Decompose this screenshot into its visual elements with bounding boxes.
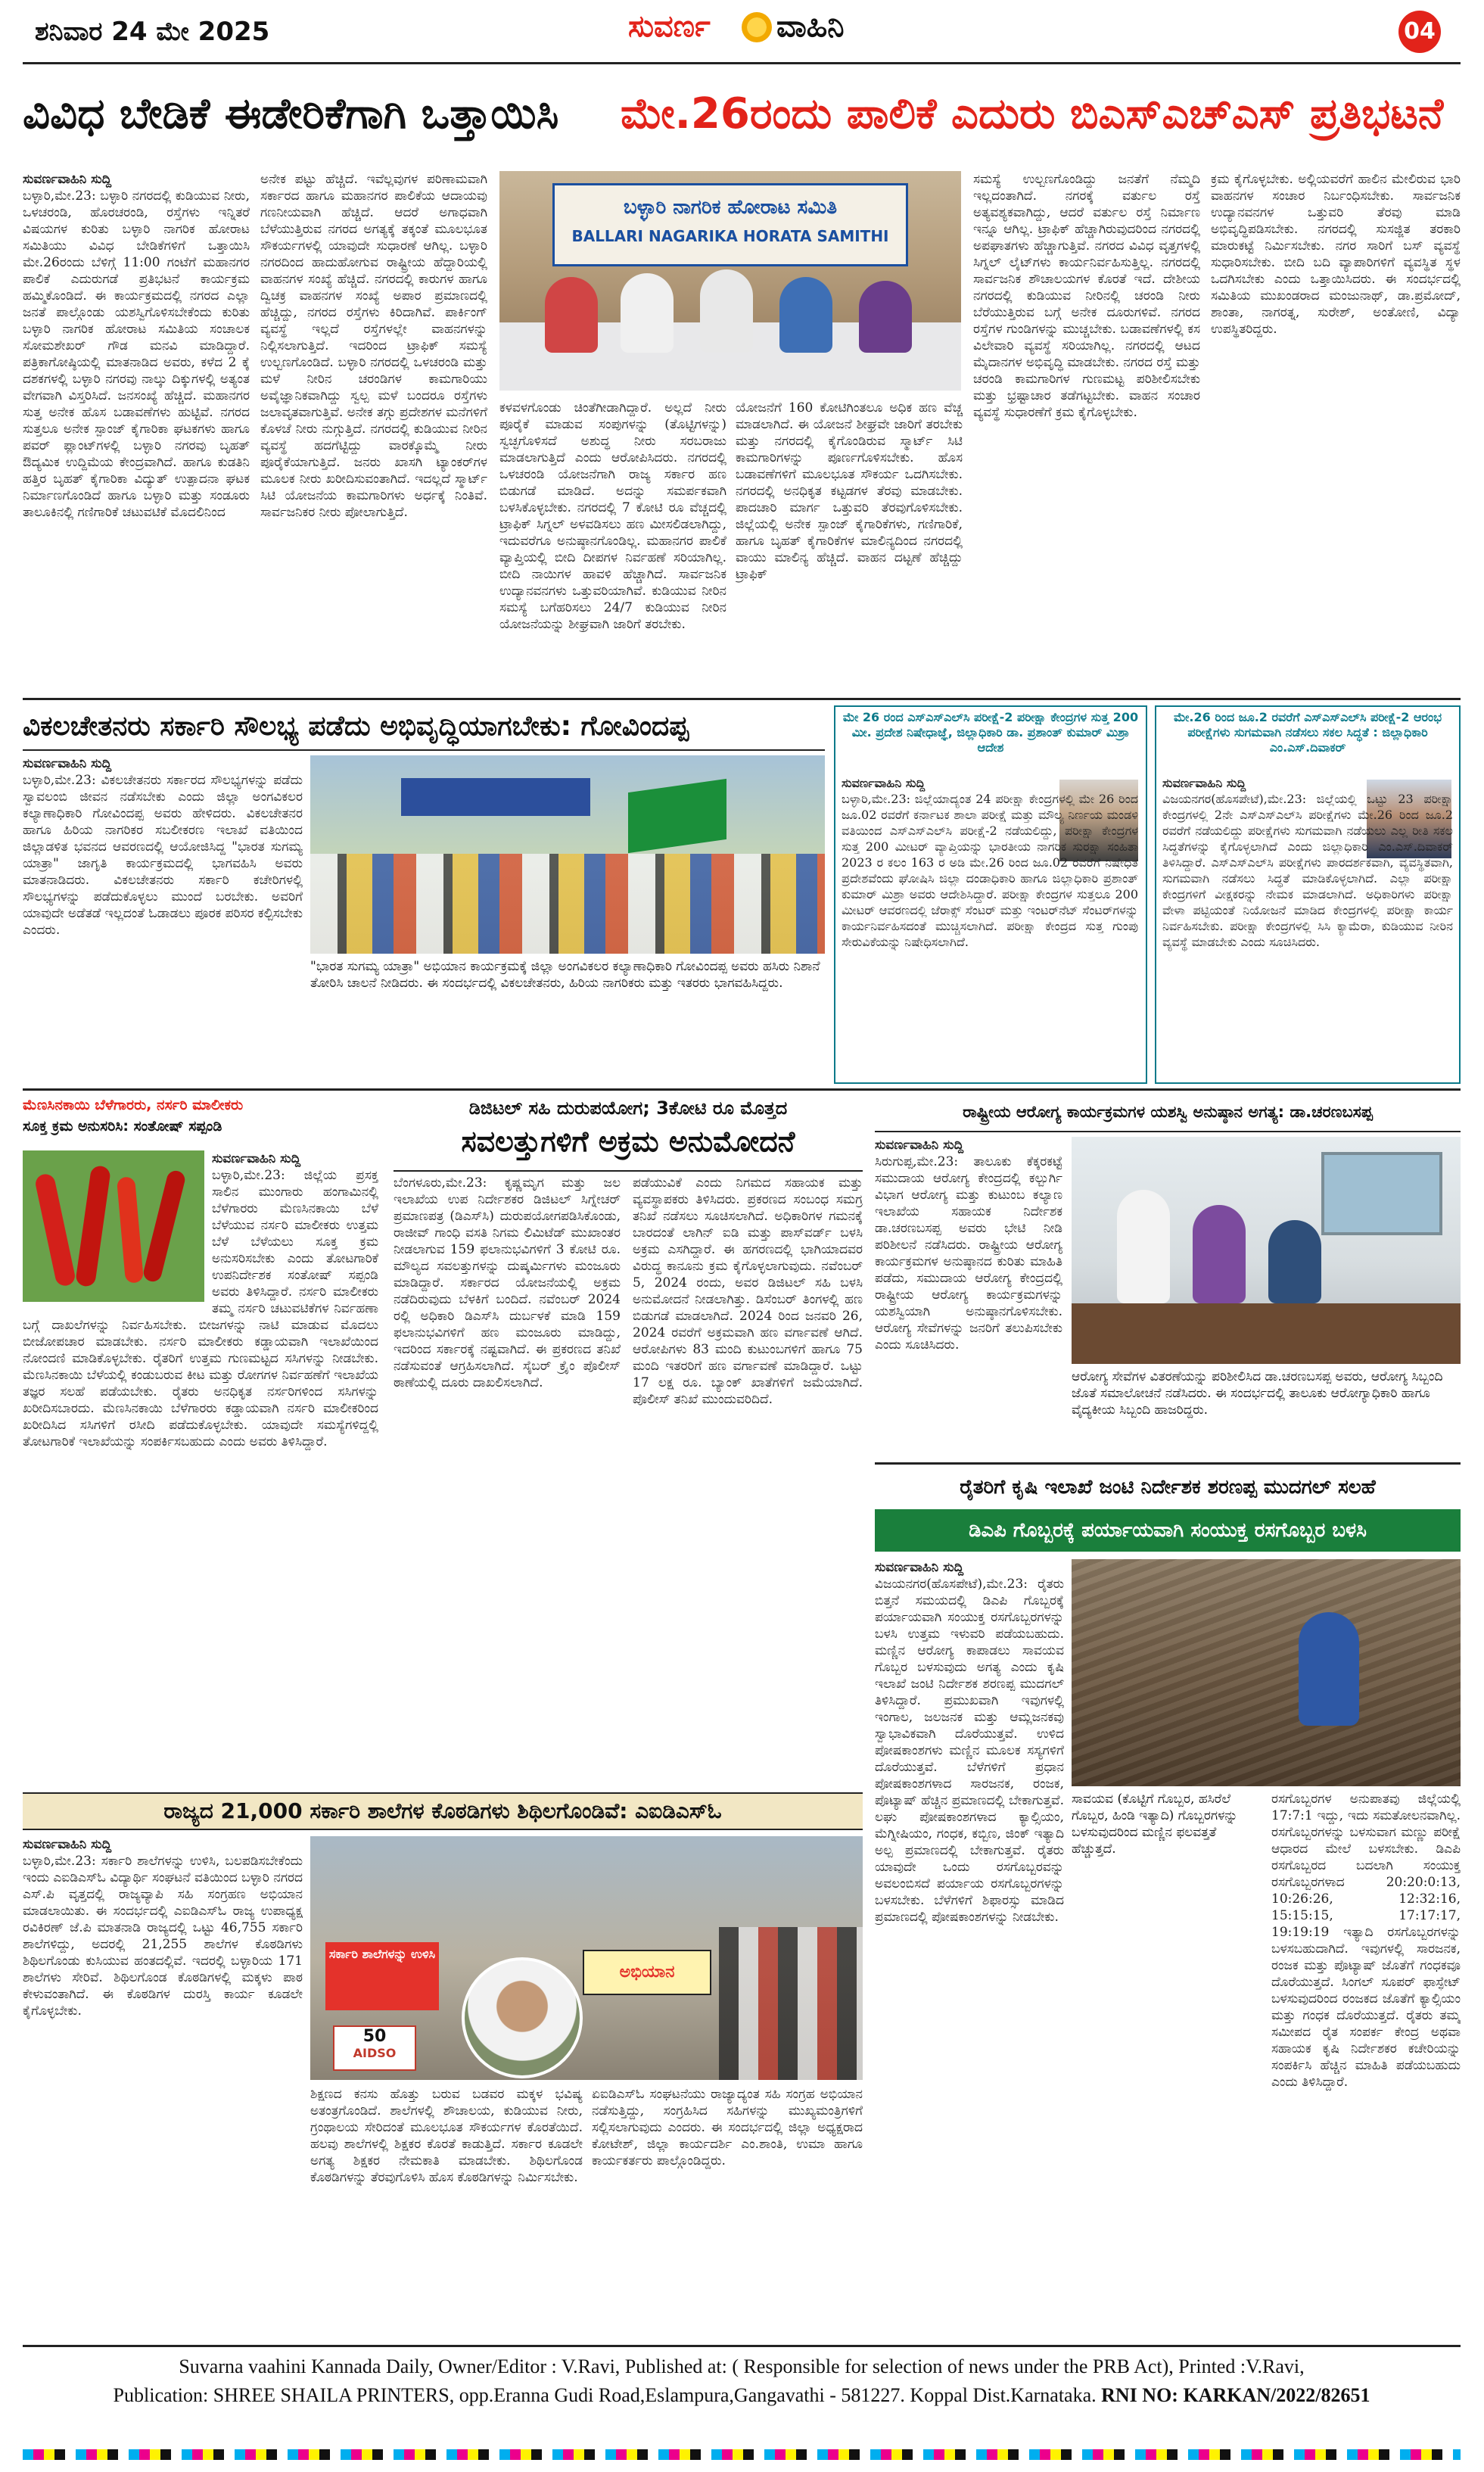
lead-text-1: ಬಳ್ಳಾರಿ,ಮೇ.23: ಬಳ್ಳಾರಿ ನಗರದಲ್ಲಿ ಕುಡಿಯುವ ನೀರು, ಒಳಚರಂಡಿ, ಹೊರಚರಂಡಿ, ರಸ್ತೆಗಳು ಇನ್ನಿತರೆ ವಿಷಯಗಳ ಕುರಿತು ಬಳ್ಳಾರಿ ನಾಗರಿಕ ಹೋರಾಟ ಸಮಿತಿಯು ವಿವಿಧ ಬೇಡಿಕೆಗಳಿಗೆ ಒತ್ತಾಯಿಸಿ ಮೇ.26ರಂದು ಬೆಳಿಗ್ಗೆ 11:00 ಗಂಟೆಗೆ ಮಹಾನಗರ ಪಾಲಿಕೆ ಎದುರುಗಡೆ ಪ್ರತಿಭಟನೆ ಕಾರ್ಯಕ್ರಮ ಹಮ್ಮಿಕೊಂಡಿದೆ. ಈ ಕಾರ್ಯಕ್ರಮದಲ್ಲಿ ನಗರದ ಎಲ್ಲಾ ಜನತೆ ಪಾಲ್ಗೊಂಡು ಯಶಸ್ವಿಗೊಳಿಸಬೇಕೆಂದು ಕುರಿತು ಬಳ್ಳಾರಿ ನಾಗರಿಕ ಹೋರಾಟ ಸಮಿತಿಯ ಸಂಚಾಲಕ ಸೋಮಶೇಖರ್ ಗೌಡ ಮನವಿ ಮಾಡಿದ್ದಾರೆ. ಪತ್ರಿಕಾಗೋಷ್ಠಿಯಲ್ಲಿ ಮಾತನಾಡಿದ ಅವರು, ಕಳೆದ 2 ಕ್ಕೆ ದಶಕಗಳಲ್ಲಿ ಬಳ್ಳಾರಿ ನಗರವು ನಾಲ್ಕು ದಿಕ್ಕುಗಳಲ್ಲಿ ಅತ್ಯಂತ ವೇಗವಾಗಿ ವಿಸ್ತರಿಸಿದೆ. ಜನಸಂಖ್ಯೆ ಹೆಚ್ಚಿದೆ. ಮಹಾನಗರ ಸುತ್ತ ಅನೇಕ ಹೊಸ ಬಡಾವಣೆಗಳು ಹುಟ್ಟಿವೆ. ನಗರದ ಸುತ್ತಲೂ ಅನೇಕ ಸ್ಪಾಂಜ್ ಕೈಗಾರಿಕಾ ಘಟಕಗಳು ಹಾಗೂ ಪವರ್ ಪ್ಲಾಂಟ್‌ಗಳಲ್ಲಿ ಬಳ್ಳಾರಿ ನಗರವು ಬೃಹತ್ ಔದ್ಯಮಿಕ ಉದ್ದಿಮೆಯ ಕೇಂದ್ರವಾಗಿದೆ. ಹಾಗೂ ಕುಡತಿನಿ ಹತ್ತಿರ ಬೃಹತ್ ಕೈಗಾರಿಕಾ ವಿದ್ಯುತ್ ಉತ್ಪಾದನಾ ಘಟಕ ನಿರ್ಮಾಣಗೊಂಡಿದೆ ಹಾಗೂ ಬಳ್ಳಾರಿ ಮತ್ತು ಸಂಡೂರು ತಾಲೂಕಿನಲ್ಲಿ ಗಣಿಗಾರಿಕೆ ಚಟುವಟಿಕೆ ಮೊದಲಿನಿಂದ bbox=[23, 188, 250, 520]
health-credit: ಸುವರ್ಣವಾಹಿನಿ ಸುದ್ದಿ bbox=[875, 1138, 964, 1153]
schools-sign-3-text: AIDSO bbox=[353, 2046, 397, 2060]
disabled-text: ಬಳ್ಳಾರಿ,ಮೇ.23: ವಿಕಲಚೇತನರು ಸರ್ಕಾರದ ಸೌಲಭ್ಯಗಳನ್ನು ಪಡೆದು ಸ್ವಾವಲಂಬಿ ಜೀವನ ನಡೆಸಬೇಕು ಎಂದು ಜಿಲ್ಲಾ ಅಂಗವಿಕಲರ ಕಲ್ಯಾಣಾಧಿಕಾರಿ ಗೋವಿಂದಪ್ಪ ಅವರು ಹೇಳಿದರು. ವಿಕಲಚೇತನರ ಹಾಗೂ ಹಿರಿಯ ನಾಗರಿಕರ ಸಬಲೀಕರಣ ಇಲಾಖೆ ವತಿಯಿಂದ ಜಿಲ್ಲಾಡಳಿತ ಭವನದ ಆವರಣದಲ್ಲಿ ಆಯೋಜಿಸಿದ್ದ "ಭಾರತ ಸುಗಮ್ಯ ಯಾತ್ರಾ" ಜಾಗೃತಿ ಕಾರ್ಯಕ್ರಮದಲ್ಲಿ ಭಾಗವಹಿಸಿ ಅವರು ಮಾತನಾಡಿದರು. ವಿಕಲಚೇತನರು ಸರ್ಕಾರಿ ಕಚೇರಿಗಳಲ್ಲಿ ಸೌಲಭ್ಯಗಳನ್ನು ಪಡೆದುಕೊಳ್ಳಲು ಮುಂದೆ ಬರಬೇಕು. ಅವರಿಗೆ ಯಾವುದೇ ಅಡೆತಡೆ ಇಲ್ಲದಂತೆ ಓಡಾಡಲು ಪೂರಕ ಪರಿಸರ ಕಲ್ಪಿಸಬೇಕು ಎಂದರು. bbox=[23, 773, 303, 938]
schools-sign-1 bbox=[325, 1942, 439, 2010]
fertilizer-photo bbox=[1072, 1559, 1461, 1786]
health-person-2 bbox=[1193, 1205, 1246, 1303]
lead-text-6: ಕ್ರಮ ಕೈಗೊಳ್ಳಬೇಕು. ಅಲ್ಲಿಯವರೆಗೆ ಹಾಲಿನ ಮೇಲಿರುವ ಭಾರಿ ವಾಹನಗಳ ಸಂಚಾರ ನಿರ್ಬಂಧಿಸಬೇಕು. ಸಾರ್ವಜನಿಕ ಉದ್ಯಾನವನಗಳ ಒತ್ತುವರಿ ತೆರವು ಮಾಡಿ ಅಭಿವೃದ್ಧಿಪಡಿಸಬೇಕು. ನಗರದಲ್ಲಿ ಸುಸಜ್ಜಿತ ತರಕಾರಿ ಮಾರುಕಟ್ಟೆ ನಿರ್ಮಿಸಬೇಕು. ನಗರ ಸಾರಿಗೆ ಬಸ್ ವ್ಯವಸ್ಥೆ ಸುಧಾರಿಸಬೇಕು. ಬೀದಿ ಬದಿ ವ್ಯಾಪಾರಿಗಳಿಗೆ ವ್ಯವಸ್ಥಿತ ಸ್ಥಳ ಒದಗಿಸಬೇಕು ಎಂದು ಒತ್ತಾಯಿಸಿದರು. ಈ ಸಂದರ್ಭದಲ್ಲಿ ಸಮಿತಿಯ ಮುಖಂಡರಾದ ಮಂಜುನಾಥ್, ಡಾ.ಪ್ರಮೋದ್, ಶಾಂತಾ, ನಾಗರತ್ನ, ಸುರೇಶ್, ಅಂತೋಣಿ, ವಿದ್ಯಾ ಉಪಸ್ಥಿತರಿದ್ದರು. bbox=[1211, 172, 1461, 337]
footer-rni: RNI NO: KARKAN/2022/82651 bbox=[1101, 2384, 1370, 2406]
disabled-credit: ಸುವರ್ಣವಾಹಿನಿ ಸುದ್ದಿ bbox=[23, 756, 112, 771]
disabled-caption: "ಭಾರತ ಸುಗಮ್ಯ ಯಾತ್ರಾ" ಅಭಿಯಾನ ಕಾರ್ಯಕ್ರಮಕ್ಕೆ ಜಿಲ್ಲಾ ಅಂಗವಿಕಲರ ಕಲ್ಯಾಣಾಧಿಕಾರಿ ಗೋವಿಂದಪ್ಪ ಅವರು ಹಸಿರು ನಿಶಾನೆ ತೋರಿಸಿ ಚಾಲನೆ ನೀಡಿದರು. ಈ ಸಂದರ್ಭದಲ್ಲಿ ವಿಕಲಚೇತನರು, ಹಿರಿಯ ನಾಗರಿಕರು ಮತ್ತು ಇತರರು ಭಾಗವಹಿಸಿದ್ದರು. bbox=[310, 959, 820, 991]
masthead-logo bbox=[628, 5, 878, 53]
lead-text-2: ಅನೇಕ ಪಟ್ಟು ಹೆಚ್ಚಿದೆ. ಇವೆಲ್ಲವುಗಳ ಪರಿಣಾಮವಾಗಿ ಸರ್ಕಾರದ ಹಾಗೂ ಮಹಾನಗರ ಪಾಲಿಕೆಯ ಆದಾಯವು ಗಣನೀಯವಾಗಿ ಹೆಚ್ಚಿದೆ. ಆದರೆ ಅಗಾಧವಾಗಿ ಬೆಳೆಯುತ್ತಿರುವ ನಗರದ ಅಗತ್ಯಕ್ಕೆ ತಕ್ಕಂತೆ ಮೂಲಭೂತ ಸೌಕರ್ಯಗಳಲ್ಲಿ ಯಾವುದೇ ಸುಧಾರಣೆ ಆಗಿಲ್ಲ. ಬಳ್ಳಾರಿ ನಗರದಿಂದ ಹಾದುಹೋಗುವ ರಾಷ್ಟ್ರೀಯ ಹೆದ್ದಾರಿಯಲ್ಲಿ ವಾಹನಗಳ ಸಂಖ್ಯೆ ಹೆಚ್ಚಿದೆ. ನಗರದಲ್ಲಿ ಕಾರುಗಳ ಹಾಗೂ ದ್ವಿಚಕ್ರ ವಾಹನಗಳ ಸಂಖ್ಯೆ ಅಪಾರ ಪ್ರಮಾಣದಲ್ಲಿ ಹೆಚ್ಚಿದ್ದು, ನಗರದ ರಸ್ತೆಗಳು ಕಿರಿದಾಗಿವೆ. ಪಾರ್ಕಿಂಗ್ ವ್ಯವಸ್ಥೆ ಇಲ್ಲದೆ ರಸ್ತೆಗಳಲ್ಲೇ ವಾಹನಗಳನ್ನು ನಿಲ್ಲಿಸಲಾಗುತ್ತಿದೆ. ಇದರಿಂದ ಟ್ರಾಫಿಕ್ ಸಮಸ್ಯೆ ಉಲ್ಬಣಗೊಂಡಿದೆ. ಬಳ್ಳಾರಿ ನಗರದಲ್ಲಿ ಒಳಚರಂಡಿ ಮತ್ತು ಮಳೆ ನೀರಿನ ಚರಂಡಿಗಳ ಕಾಮಗಾರಿಯು ಅವೈಜ್ಞಾನಿಕವಾಗಿದ್ದು ಸ್ವಲ್ಪ ಮಳೆ ಬಂದರೂ ರಸ್ತೆಗಳು ಜಲಾವೃತವಾಗುತ್ತಿವೆ. ಅನೇಕ ತಗ್ಗು ಪ್ರದೇಶಗಳ ಮನೆಗಳಿಗೆ ಕೊಳಚೆ ನೀರು ನುಗ್ಗುತ್ತಿದೆ. ನಗರದಲ್ಲಿ ಕುಡಿಯುವ ನೀರಿನ ವ್ಯವಸ್ಥೆ ಹದಗೆಟ್ಟಿದ್ದು ವಾರಕ್ಕೊಮ್ಮೆ ನೀರು ಪೂರೈಕೆಯಾಗುತ್ತಿದೆ. ಜನರು ಖಾಸಗಿ ಟ್ಯಾಂಕರ್‌ಗಳ ಮೂಲಕ ನೀರು ಖರೀದಿಸುವಂತಾಗಿದೆ. ಇದಲ್ಲದೆ ಸ್ಮಾರ್ಟ್ ಸಿಟಿ ಯೋಜನೆಯ ಕಾಮಗಾರಿಗಳು ಅರ್ಧಕ್ಕೆ ನಿಂತಿವೆ. ಸಾರ್ವಜನಿಕರ ನೀರು ಪೋಲಾಗುತ್ತಿದೆ. bbox=[260, 172, 487, 520]
health-text: ಸಿರುಗುಪ್ಪ,ಮೇ.23: ತಾಲೂಕು ಕೆಕ್ಕರಕಟ್ಟೆ ಸಮುದಾಯ ಆರೋಗ್ಯ ಕೇಂದ್ರದಲ್ಲಿ ಕಲ್ಬುರ್ಗಿ ವಿಭಾಗ ಆರೋಗ್ಯ ಮತ್ತು ಕುಟುಂಬ ಕಲ್ಯಾಣ ಇಲಾಖೆಯ ಸಹಾಯಕ ನಿರ್ದೇಶಕ ಡಾ.ಚರಣಬಸಪ್ಪ ಅವರು ಭೇಟಿ ನೀಡಿ ಪರಿಶೀಲನೆ ನಡೆಸಿದರು. ರಾಷ್ಟ್ರೀಯ ಆರೋಗ್ಯ ಕಾರ್ಯಕ್ರಮಗಳ ಅನುಷ್ಠಾನದ ಕುರಿತು ಮಾಹಿತಿ ಪಡೆದು, ಸಮುದಾಯ ಆರೋಗ್ಯ ಕೇಂದ್ರದಲ್ಲಿ ರಾಷ್ಟ್ರೀಯ ಆರೋಗ್ಯ ಕಾರ್ಯಕ್ರಮಗಳನ್ನು ಯಶಸ್ವಿಯಾಗಿ ಅನುಷ್ಠಾನಗೊಳಿಸಬೇಕು. ಆರೋಗ್ಯ ಸೇವೆಗಳನ್ನು ಜನರಿಗೆ ತಲುಪಿಸಬೇಕು ಎಂದು ಸೂಚಿಸಿದರು. bbox=[875, 1154, 1062, 1353]
lead-person-4 bbox=[779, 277, 832, 353]
digital-rule bbox=[394, 1170, 863, 1172]
lead-photo bbox=[499, 171, 961, 391]
lead-col-5 bbox=[973, 171, 1200, 693]
lead-person-5 bbox=[859, 281, 912, 353]
masthead-rule bbox=[23, 62, 1461, 64]
logo-right: ವಾಹಿನಿ bbox=[776, 9, 845, 44]
lead-banner-line2: BALLARI NAGARIKA HORATA SAMITHI bbox=[571, 227, 889, 245]
schools-sign-2-text: ಅಭಿಯಾನ bbox=[619, 1963, 675, 1982]
health-photo bbox=[1072, 1137, 1461, 1364]
schools-col-2 bbox=[310, 2086, 583, 2339]
sslc-right-subhead: ಮೇ.26 ರಿಂದ ಜೂ.2 ರವರೆಗೆ ಎಸ್ಎಸ್ಎಲ್‌ಸಿ ಪರೀಕ್ಷೆ-2 ಆರಂಭ ಪರೀಕ್ಷೆಗಳು ಸುಗಮವಾಗಿ ನಡೆಸಲು ಸಕಲ ಸಿದ್ಧತೆ : ಜಿಲ್ಲಾಧಿಕಾರಿ ಎಂ.ಎಸ್.ದಿವಾಕರ್ bbox=[1173, 710, 1442, 755]
lead-credit: ಸುವರ್ಣವಾಹಿನಿ ಸುದ್ದಿ bbox=[23, 172, 112, 187]
fertilizer-caption: ಸಾವಯವ (ಕೊಟ್ಟಿಗೆ ಗೊಬ್ಬರ, ಹಸಿರೆಲೆ ಗೊಬ್ಬರ, ಹಿಂಡಿ ಇತ್ಯಾದಿ) ಗೊಬ್ಬರಗಳನ್ನು ಬಳಸುವುದರಿಂದ ಮಣ್ಣಿನ ಫಲವತ್ತತೆ ಹೆಚ್ಚುತ್ತದೆ. bbox=[1072, 1792, 1238, 1857]
chilli-headline bbox=[23, 1094, 378, 1147]
schools-sign-1-text: ಸರ್ಕಾರಿ ಶಾಲೆಗಳನ್ನು ಉಳಿಸಿ bbox=[328, 1947, 436, 1961]
disabled-col bbox=[23, 755, 303, 1081]
fertilizer-credit: ಸುವರ್ಣವಾಹಿನಿ ಸುದ್ದಿ bbox=[875, 1560, 964, 1575]
digital-headline bbox=[394, 1094, 863, 1167]
schools-col-3 bbox=[592, 2086, 863, 2339]
footer-line-1: Suvarna vaahini Kannada Daily, Owner/Editor : V.Ravi, Published at: ( Responsible for selection of news under the PRB Act), Printed :V.Ravi, bbox=[179, 2355, 1305, 2377]
lead-bottom-rule bbox=[23, 698, 1461, 700]
sslc-left-col bbox=[842, 775, 1138, 1078]
schools-crowd bbox=[719, 1927, 863, 2080]
lead-headline-black: ವಿವಿಧ ಬೇಡಿಕೆ ಈಡೇರಿಕೆಗಾಗಿ ಒತ್ತಾಯಿಸಿ bbox=[23, 89, 559, 139]
mid-rule bbox=[23, 1088, 1461, 1091]
footer-rule bbox=[23, 2345, 1461, 2347]
lead-banner-line1: ಬಳ್ಳಾರಿ ನಾಗರಿಕ ಹೋರಾಟ ಸಮಿತಿ bbox=[623, 196, 838, 219]
health-bottom-rule bbox=[875, 1462, 1461, 1465]
disabled-flag bbox=[628, 779, 726, 853]
health-person-3 bbox=[1268, 1220, 1321, 1303]
chilli-col bbox=[23, 1150, 378, 1786]
sslc-right-text: ವಿಜಯನಗರ(ಹೊಸಪೇಟೆ),ಮೇ.23: ಜಿಲ್ಲೆಯಲ್ಲಿ ಒಟ್ಟು 23 ಪರೀಕ್ಷಾ ಕೇಂದ್ರಗಳಲ್ಲಿ 2ನೇ ಎಸ್ಎಸ್ಎಲ್‌ಸಿ ಪರೀಕ್ಷೆಗಳು ಮೇ.26 ರಿಂದ ಜೂ.2 ರವರೆಗೆ ನಡೆಯಲಿದ್ದು ಪರೀಕ್ಷೆಗಳು ಸುಗಮವಾಗಿ ನಡೆಯಲು ಎಲ್ಲ ರೀತಿ ಸಕಲ ಸಿದ್ಧತೆಗಳನ್ನು ಕೈಗೊಳ್ಳಲಾಗಿದೆ ಎಂದು ಜಿಲ್ಲಾಧಿಕಾರಿ ಎಂ.ಎಸ್.ದಿವಾಕರ್ ತಿಳಿಸಿದ್ದಾರೆ. ಎಸ್ಎಸ್ಎಲ್‌ಸಿ ಪರೀಕ್ಷೆಗಳು ಪಾರದರ್ಶಕವಾಗಿ, ವ್ಯವಸ್ಥಿತವಾಗಿ, ಸುಗಮವಾಗಿ ನಡೆಸಲು ಸಿದ್ಧತೆ ಮಾಡಿಕೊಳ್ಳಲಾಗಿದೆ. ಎಲ್ಲಾ ಪರೀಕ್ಷಾ ಕೇಂದ್ರಗಳಿಗೆ ವೀಕ್ಷಕರನ್ನು ನೇಮಕ ಮಾಡಲಾಗಿದೆ. ಅಧಿಕಾರಿಗಳು ಪರೀಕ್ಷಾ ವೇಳಾ ಪಟ್ಟಿಯಂತೆ ನಿಯೋಜನೆ ಮಾಡಿದ ಕೇಂದ್ರಗಳಲ್ಲಿ ಪರೀಕ್ಷಾ ಕಾರ್ಯ ನಿರ್ವಹಿಸಬೇಕು. ಪರೀಕ್ಷಾ ಕೇಂದ್ರಗಳಲ್ಲಿ ಸಿಸಿ ಕ್ಯಾಮೆರಾ, ಕುಡಿಯುವ ನೀರಿನ ವ್ಯವಸ್ಥೆ ಮಾಡಬೇಕು ಎಂದು ಸೂಚಿಸಿದರು. bbox=[1162, 792, 1453, 949]
schools-col-1 bbox=[23, 1836, 303, 2339]
digital-headline-2: ಸವಲತ್ತುಗಳಿಗೆ ಅಕ್ರಮ ಅನುಮೋದನೆ bbox=[461, 1125, 795, 1158]
schools-portrait bbox=[462, 1957, 583, 2078]
fertilizer-col-2 bbox=[1271, 1791, 1461, 2339]
schools-credit: ಸುವರ್ಣವಾಹಿನಿ ಸುದ್ದಿ bbox=[23, 1837, 112, 1852]
sslc-left-text: ಬಳ್ಳಾರಿ,ಮೇ.23: ಜಿಲ್ಲೆಯಾದ್ಯಂತ 24 ಪರೀಕ್ಷಾ ಕೇಂದ್ರಗಳಲ್ಲಿ ಮೇ 26 ರಿಂದ ಜೂ.02 ರವರೆಗೆ ಕರ್ನಾಟಕ ಶಾಲಾ ಪರೀಕ್ಷೆ ಮತ್ತು ಮೌಲ್ಯ ನಿರ್ಣಯ ಮಂಡಳಿ ವತಿಯಿಂದ ಎಸ್‌ಎಸ್‌ಎಲ್‌ಸಿ ಪರೀಕ್ಷೆ-2 ನಡೆಯಲಿದ್ದು, ಪರೀಕ್ಷಾ ಕೇಂದ್ರಗಳ ಸುತ್ತ 200 ಮೀಟರ್ ವ್ಯಾಪ್ತಿಯನ್ನು ಭಾರತೀಯ ನಾಗರಿಕ ಸುರಕ್ಷಾ ಸಂಹಿತಾ 2023 ರ ಕಲಂ 163 ರ ಅಡಿ ಮೇ.26 ರಿಂದ ಜೂ.02 ರವರೆಗೆ ನಿಷೇಧಿತ ಪ್ರದೇಶವೆಂದು ಘೋಷಿಸಿ ಜಿಲ್ಲಾ ದಂಡಾಧಿಕಾರಿ ಹಾಗೂ ಜಿಲ್ಲಾಧಿಕಾರಿ ಪ್ರಶಾಂತ್ ಕುಮಾರ್ ಮಿಶ್ರಾ ಅವರು ಆದೇಶಿಸಿದ್ದಾರೆ. ಪರೀಕ್ಷಾ ಕೇಂದ್ರಗಳ ಸುತ್ತಲೂ 200 ಮೀಟರ್ ಆವರಣದಲ್ಲಿ ಜೆರಾಕ್ಸ್ ಸೆಂಟರ್ ಮತ್ತು ಇಂಟರ್‌ನೆಟ್ ಸೆಂಟರ್‌ಗಳನ್ನು ಕಾರ್ಯನಿರ್ವಹಿಸದಂತೆ ಮುಚ್ಚಿಸಲಾಗಿದೆ. ಪರೀಕ್ಷಾ ಕೇಂದ್ರದ ಸುತ್ತ ಗುಂಪು ಸೇರುವಿಕೆಯನ್ನು ನಿಷೇಧಿಸಲಾಗಿದೆ. bbox=[842, 792, 1138, 949]
footer bbox=[23, 2352, 1461, 2436]
disabled-rule bbox=[23, 749, 825, 751]
health-caption: ಆರೋಗ್ಯ ಸೇವೆಗಳ ವಿತರಣೆಯನ್ನು ಪರಿಶೀಲಿಸಿದ ಡಾ.ಚರಣಬಸಪ್ಪ ಅವರು, ಆರೋಗ್ಯ ಸಿಬ್ಬಂದಿ ಜೊತೆ ಸಮಾಲೋಚನೆ ನಡೆಸಿದರು. ಈ ಸಂದರ್ಭದಲ್ಲಿ ತಾಲೂಕು ಆರೋಗ್ಯಾಧಿಕಾರಿ ಹಾಗೂ ವೈದ್ಯಕೀಯ ಸಿಬ್ಬಂದಿ ಹಾಜರಿದ್ದರು. bbox=[1072, 1369, 1443, 1418]
lead-col-2 bbox=[260, 171, 487, 693]
chilli-credit: ಸುವರ್ಣವಾಹಿನಿ ಸುದ್ದಿ bbox=[212, 1151, 301, 1166]
lead-headline-red: ಮೇ.26ರಂದು ಪಾಲಿಕೆ ಎದುರು ಬಿಎಸ್‌ಎಚ್‌ಎಸ್ ಪ್ರತಿಭಟನೆ bbox=[621, 89, 1444, 139]
fertilizer-text-1: ವಿಜಯನಗರ(ಹೊಸಪೇಟೆ),ಮೇ.23: ರೈತರು ಬಿತ್ತನೆ ಸಮಯದಲ್ಲಿ ಡಿಎಪಿ ಗೊಬ್ಬರಕ್ಕೆ ಪರ್ಯಾಯವಾಗಿ ಸಂಯುಕ್ತ ರಸಗೊಬ್ಬರಗಳನ್ನು ಬಳಸಿ ಉತ್ತಮ ಇಳುವರಿ ಪಡೆಯಬಹುದು. ಮಣ್ಣಿನ ಆರೋಗ್ಯ ಕಾಪಾಡಲು ಸಾವಯವ ಗೊಬ್ಬರ ಬಳಸುವುದು ಅಗತ್ಯ ಎಂದು ಕೃಷಿ ಇಲಾಖೆ ಜಂಟಿ ನಿರ್ದೇಶಕ ಶರಣಪ್ಪ ಮುದಗಲ್ ತಿಳಿಸಿದ್ದಾರೆ. ಪ್ರಮುಖವಾಗಿ ಇವುಗಳಲ್ಲಿ ಇಂಗಾಲ, ಜಲಜನಕ ಮತ್ತು ಆಮ್ಲಜನಕವು ಸ್ವಾಭಾವಿಕವಾಗಿ ದೊರೆಯುತ್ತವೆ. ಉಳಿದ ಪೋಷಕಾಂಶಗಳು ಮಣ್ಣಿನ ಮೂಲಕ ಸಸ್ಯಗಳಿಗೆ ದೊರೆಯುತ್ತವೆ. ಬೆಳೆಗಳಿಗೆ ಪ್ರಧಾನ ಪೋಷಕಾಂಶಗಳಾದ ಸಾರಜನಕ, ರಂಜಕ, ಪೊಟ್ಯಾಷ್ ಹೆಚ್ಚಿನ ಪ್ರಮಾಣದಲ್ಲಿ ಬೇಕಾಗುತ್ತವೆ. ಲಘು ಪೋಷಕಾಂಶಗಳಾದ ಕ್ಯಾಲ್ಸಿಯಂ, ಮೆಗ್ನೀಷಿಯಂ, ಗಂಧಕ, ಕಬ್ಬಿಣ, ಜಿಂಕ್ ಇತ್ಯಾದಿ ಅಲ್ಪ ಪ್ರಮಾಣದಲ್ಲಿ ಬೇಕಾಗುತ್ತವೆ. ರೈತರು ಯಾವುದೇ ಒಂದು ರಸಗೊಬ್ಬರವನ್ನು ಅವಲಂಬಿಸದೆ ಪರ್ಯಾಯ ರಸಗೊಬ್ಬರಗಳನ್ನು ಬಳಸಬೇಕು. ಬೆಳೆಗಳಿಗೆ ಶಿಫಾರಸ್ಸು ಮಾಡಿದ ಪ್ರಮಾಣದಲ್ಲಿ ಪೋಷಕಾಂಶಗಳನ್ನು ನೀಡಬೇಕು. bbox=[875, 1577, 1064, 1925]
schools-sign-2 bbox=[583, 1950, 711, 1995]
disabled-photo bbox=[310, 755, 825, 954]
schools-sign-3-num: 50 bbox=[362, 2027, 387, 2046]
schools-headline: ರಾಜ್ಯದ 21,000 ಸರ್ಕಾರಿ ಶಾಲೆಗಳ ಕೊಠಡಿಗಳು ಶಿಥಿಲಗೊಂಡಿವೆ: ಎಐಡಿಎಸ್‌ಓ bbox=[163, 1798, 722, 1823]
lead-col-4 bbox=[736, 400, 963, 693]
sun-icon bbox=[742, 12, 772, 42]
sslc-right-credit: ಸುವರ್ಣವಾಹಿನಿ ಸುದ್ದಿ bbox=[1162, 776, 1246, 790]
chilli-headline-2: ಸೂಕ್ತ ಕ್ರಮ ಅನುಸರಿಸಿ: ಸಂತೋಷ್ ಸಪ್ಪಂಡಿ bbox=[23, 1118, 222, 1135]
lead-text-5: ಸಮಸ್ಯೆ ಉಲ್ಬಣಗೊಂಡಿದ್ದು ಜನತೆಗೆ ನೆಮ್ಮದಿ ಇಲ್ಲದಂತಾಗಿದೆ. ನಗರಕ್ಕೆ ವರ್ತುಲ ರಸ್ತೆ ಅತ್ಯವಶ್ಯಕವಾಗಿದ್ದು, ಆದರೆ ವರ್ತುಲ ರಸ್ತೆ ನಿರ್ಮಾಣ ಇನ್ನೂ ಆಗಿಲ್ಲ. ಟ್ರಾಫಿಕ್ ಹೆಚ್ಚಾಗಿರುವುದರಿಂದ ನಗರದಲ್ಲಿ ಅಪಘಾತಗಳು ಹೆಚ್ಚಾಗುತ್ತಿವೆ. ನಗರದ ವಿವಿಧ ವೃತ್ತಗಳಲ್ಲಿ ಸಿಗ್ನಲ್ ಲೈಟ್‌ಗಳು ಕಾರ್ಯನಿರ್ವಹಿಸುತ್ತಿಲ್ಲ. ನಗರದಲ್ಲಿ ಸಾರ್ವಜನಿಕ ಶೌಚಾಲಯಗಳ ಕೊರತೆ ಇದೆ. ದೇಶೀಯ ನಗರದಲ್ಲಿ ಕುಡಿಯುವ ನೀರಿನಲ್ಲಿ ಚರಂಡಿ ನೀರು ಬೆರೆಯುತ್ತಿರುವ ಬಗ್ಗೆ ಅನೇಕ ದೂರುಗಳಿವೆ. ನಗರದ ರಸ್ತೆಗಳ ಗುಂಡಿಗಳನ್ನು ಮುಚ್ಚಬೇಕು. ಬಡಾವಣೆಗಳಲ್ಲಿ ಕಸ ವಿಲೇವಾರಿ ವ್ಯವಸ್ಥೆ ಸರಿಯಾಗಿಲ್ಲ. ನಗರದಲ್ಲಿ ಆಟದ ಮೈದಾನಗಳ ಅಭಿವೃದ್ಧಿ ಮಾಡಬೇಕು. ನಗರದ ರಸ್ತೆ ಮತ್ತು ಚರಂಡಿ ಕಾಮಗಾರಿಗಳ ಗುಣಮಟ್ಟ ಪರಿಶೀಲಿಸಬೇಕು ಮತ್ತು ಭ್ರಷ್ಟಾಚಾರ ತಡೆಗಟ್ಟಬೇಕು. ವಾಹನ ಸಂಚಾರ ವ್ಯವಸ್ಥೆ ಸುಧಾರಣೆಗೆ ಕ್ರಮ ಕೈಗೊಳ್ಳಬೇಕು. bbox=[973, 172, 1200, 420]
sslc-left-subhead: ಮೇ 26 ರಂದ ಎಸ್‌ಎಸ್‌ಎಲ್‌ಸಿ ಪರೀಕ್ಷೆ-2 ಪರೀಕ್ಷಾ ಕೇಂದ್ರಗಳ ಸುತ್ತ 200 ಮೀ. ಪ್ರದೇಶ ನಿಷೇಧಾಜ್ಞೆ, ಜಿಲ್ಲಾಧಿಕಾರಿ ಡಾ. ಪ್ರಶಾಂತ್ ಕುಮಾರ್ ಮಿಶ್ರಾ ಆದೇಶ bbox=[842, 710, 1139, 755]
digital-headline-1: ಡಿಜಿಟಲ್ ಸಹಿ ದುರುಪಯೋಗ; 3ಕೋಟಿ ರೂ ಮೊತ್ತದ bbox=[468, 1097, 788, 1119]
fertilizer-farmer bbox=[1299, 1612, 1359, 1726]
schools-sign-3 bbox=[333, 2025, 416, 2071]
chilli-text: ಬಳ್ಳಾರಿ,ಮೇ.23: ಜಿಲ್ಲೆಯ ಪ್ರಸಕ್ತ ಸಾಲಿನ ಮುಂಗಾರು ಹಂಗಾಮಿನಲ್ಲಿ ಬೆಳೆಗಾರರು ಮೆಣಸಿನಕಾಯಿ ಬೆಳೆ ಬೆಳೆಯುವ ನರ್ಸರಿ ಮಾಲೀಕರು ಉತ್ತಮ ಬೆಳೆ ಬೆಳೆಯಲು ಸೂಕ್ತ ಕ್ರಮ ಅನುಸರಿಸಬೇಕು ಎಂದು ತೋಟಗಾರಿಕೆ ಉಪನಿರ್ದೇಶಕ ಸಂತೋಷ್ ಸಪ್ಪಂಡಿ ಅವರು ತಿಳಿಸಿದ್ದಾರೆ. ನರ್ಸರಿ ಮಾಲೀಕರು ತಮ್ಮ ನರ್ಸರಿ ಚಟುವಟಿಕೆಗಳ ನಿರ್ವಹಣಾ ಬಗ್ಗೆ ದಾಖಲೆಗಳನ್ನು ನಿರ್ವಹಿಸಬೇಕು. ಬೀಜಗಳನ್ನು ನಾಟಿ ಮಾಡುವ ಮೊದಲು ಬೀಜೋಪಚಾರ ಮಾಡಬೇಕು. ನರ್ಸರಿ ಮಾಲೀಕರು ಕಡ್ಡಾಯವಾಗಿ ಇಲಾಖೆಯಿಂದ ನೋಂದಣಿ ಮಾಡಿಕೊಳ್ಳಬೇಕು. ರೈತರಿಗೆ ಉತ್ತಮ ಗುಣಮಟ್ಟದ ಸಸಿಗಳನ್ನು ನೀಡಬೇಕು. ಮೆಣಸಿನಕಾಯಿ ಬೆಳೆಯಲ್ಲಿ ಕಂಡುಬರುವ ಕೀಟ ಮತ್ತು ರೋಗಗಳ ನಿರ್ವಹಣೆಗೆ ಇಲಾಖೆಯ ತಜ್ಞರ ಸಲಹೆ ಪಡೆಯಬೇಕು. ರೈತರು ಅನಧಿಕೃತ ನರ್ಸರಿಗಳಿಂದ ಸಸಿಗಳನ್ನು ಖರೀದಿಸಬಾರದು. ಮೆಣಸಿನಕಾಯಿ ಬೆಳೆಗಾರರು ಕಡ್ಡಾಯವಾಗಿ ನರ್ಸರಿ ಮಾಲೀಕರಿಂದ ಖರೀದಿಸಿದ ಸಸಿಗಳಿಗೆ ರಸೀದಿ ಪಡೆದುಕೊಳ್ಳಬೇಕು. ಯಾವುದೇ ಸಮಸ್ಯೆಗಳಿದ್ದಲ್ಲಿ ತೋಟಗಾರಿಕೆ ಇಲಾಖೆಯನ್ನು ಸಂಪರ್ಕಿಸಬಹುದು ಎಂದು ಅವರು ತಿಳಿಸಿದ್ದಾರೆ. bbox=[23, 1168, 378, 1449]
health-headline: ರಾಷ್ಟ್ರೀಯ ಆರೋಗ್ಯ ಕಾರ್ಯಕ್ರಮಗಳ ಯಶಸ್ವಿ ಅನುಷ್ಠಾನ ಅಗತ್ಯ: ಡಾ.ಚರಣಬಸಪ್ಪ bbox=[963, 1103, 1373, 1121]
lead-person-2 bbox=[621, 273, 674, 353]
lead-banner bbox=[552, 183, 908, 266]
sslc-left-credit: ಸುವರ್ಣವಾಹಿನಿ ಸುದ್ದಿ bbox=[842, 776, 926, 790]
footer-line-2: Publication: SHREE SHAILA PRINTERS, opp.Eranna Gudi Road,Eslampura,Gangavathi - 581227. Koppal Dist.Karnataka. bbox=[113, 2384, 1097, 2406]
sslc-right-col bbox=[1162, 775, 1453, 1078]
schools-photo bbox=[310, 1836, 863, 2080]
lead-text-4: ಯೋಜನೆಗೆ 160 ಕೋಟಿಗಿಂತಲೂ ಅಧಿಕ ಹಣ ವೆಚ್ಚ ಮಾಡಲಾಗಿದೆ. ಈ ಯೋಜನೆ ಶೀಘ್ರವೇ ಜಾರಿಗೆ ತರಬೇಕು ಮತ್ತು ನಗರದಲ್ಲಿ ಕೈಗೊಂಡಿರುವ ಸ್ಮಾರ್ಟ್ ಸಿಟಿ ಕಾಮಗಾರಿಗಳನ್ನು ಪೂರ್ಣಗೊಳಿಸಬೇಕು. ಹೊಸ ಬಡಾವಣೆಗಳಿಗೆ ಮೂಲಭೂತ ಸೌಕರ್ಯ ಒದಗಿಸಬೇಕು. ನಗರದಲ್ಲಿ ಅನಧಿಕೃತ ಕಟ್ಟಡಗಳ ತೆರವು ಮಾಡಬೇಕು. ಪಾದಚಾರಿ ಮಾರ್ಗ ಒತ್ತುವರಿ ತೆರವುಗೊಳಿಸಬೇಕು. ಜಿಲ್ಲೆಯಲ್ಲಿ ಅನೇಕ ಸ್ಪಾಂಜ್ ಕೈಗಾರಿಕೆಗಳು, ಗಣಿಗಾರಿಕೆ, ಹಾಗೂ ಬೃಹತ್ ಕೈಗಾರಿಕೆಗಳ ಮಾಲಿನ್ಯದಿಂದ ನಗರದಲ್ಲಿ ವಾಯು ಮಾಲಿನ್ಯ ಹೆಚ್ಚಿದೆ. ವಾಹನ ದಟ್ಟಣೆ ಹೆಚ್ಚಿದ್ದು ಟ್ರಾಫಿಕ್ bbox=[736, 400, 963, 582]
disabled-banner bbox=[401, 778, 590, 816]
logo-left: ಸುವರ್ಣ bbox=[628, 9, 711, 44]
lead-person-3 bbox=[700, 269, 753, 353]
masthead bbox=[0, 0, 1484, 61]
digital-col-1 bbox=[394, 1175, 621, 1786]
page-number: 04 bbox=[1404, 18, 1436, 45]
disabled-headline: ವಿಕಲಚೇತನರು ಸರ್ಕಾರಿ ಸೌಲಭ್ಯ ಪಡೆದು ಅಭಿವೃದ್ಧಿಯಾಗಬೇಕು: ಗೋವಿಂದಪ್ಪ bbox=[23, 711, 689, 742]
fertilizer-banner bbox=[875, 1509, 1461, 1552]
schools-text-2: ಶಿಕ್ಷಣದ ಕನಸು ಹೊತ್ತು ಬರುವ ಬಡವರ ಮಕ್ಕಳ ಭವಿಷ್ಯ ಅತಂತ್ರಗೊಂಡಿದೆ. ಶಾಲೆಗಳಲ್ಲಿ ಶೌಚಾಲಯ, ಕುಡಿಯುವ ನೀರು, ಗ್ರಂಥಾಲಯ ಸೇರಿದಂತೆ ಮೂಲಭೂತ ಸೌಕರ್ಯಗಳ ಕೊರತೆಯಿದೆ. ಹಲವು ಶಾಲೆಗಳಲ್ಲಿ ಶಿಕ್ಷಕರ ಕೊರತೆ ಕಾಡುತ್ತಿದೆ. ಸರ್ಕಾರ ಕೂಡಲೇ ಅಗತ್ಯ ಶಿಕ್ಷಕರ ನೇಮಕಾತಿ ಮಾಡಬೇಕು. ಶಿಥಿಲಗೊಂಡ ಕೊಠಡಿಗಳನ್ನು ತೆರವುಗೊಳಿಸಿ ಹೊಸ ಕೊಠಡಿಗಳನ್ನು ನಿರ್ಮಿಸಬೇಕು. bbox=[310, 2087, 583, 2185]
lead-col-1 bbox=[23, 171, 250, 693]
lead-col-6 bbox=[1211, 171, 1461, 693]
lead-person-1 bbox=[545, 277, 598, 353]
lead-col-3 bbox=[499, 400, 726, 693]
health-window bbox=[1321, 1152, 1442, 1235]
digital-col-2 bbox=[633, 1175, 863, 1786]
fertilizer-col-1 bbox=[875, 1559, 1064, 2339]
page-number-badge bbox=[1398, 11, 1441, 53]
digital-text-1: ಬೆಂಗಳೂರು,ಮೇ.23: ಕೃಷ್ಣಮೃಗ ಮತ್ತು ಜಲ ಇಲಾಖೆಯ ಉಪ ನಿರ್ದೇಶಕರ ಡಿಜಿಟಲ್ ಸಿಗ್ನೇಚರ್ ಪ್ರಮಾಣಪತ್ರ (ಡಿಎಸ್‌ಸಿ) ದುರುಪಯೋಗಪಡಿಸಿಕೊಂಡು, ರಾಜೀವ್ ಗಾಂಧಿ ವಸತಿ ನಿಗಮ ಲಿಮಿಟೆಡ್ ಮುಖಾಂತರ ನೀಡಲಾಗುವ 159 ಫಲಾನುಭವಿಗಳಿಗೆ 3 ಕೋಟಿ ರೂ. ಮೌಲ್ಯದ ಸವಲತ್ತುಗಳನ್ನು ದುಷ್ಕರ್ಮಿಗಳು ಮಂಜೂರು ಮಾಡಿದ್ದಾರೆ. ಸರ್ಕಾರದ ಯೋಜನೆಯಲ್ಲಿ ಅಕ್ರಮ ನಡೆದಿರುವುದು ಬೆಳಕಿಗೆ ಬಂದಿದೆ. ನವೆಂಬರ್ 2024 ರಲ್ಲಿ ಅಧಿಕಾರಿ ಡಿಎಸ್‌ಸಿ ದುರ್ಬಳಕೆ ಮಾಡಿ 159 ಫಲಾನುಭವಿಗಳಿಗೆ ಹಣ ಮಂಜೂರು ಮಾಡಿದ್ದು, ಇದರಿಂದ ಸರ್ಕಾರಕ್ಕೆ ನಷ್ಟವಾಗಿದೆ. ಈ ಪ್ರಕರಣದ ತನಿಖೆ ನಡೆಸುವಂತೆ ಆಗ್ರಹಿಸಲಾಗಿದೆ. ಸೈಬರ್ ಕ್ರೈಂ ಪೊಲೀಸ್ ಠಾಣೆಯಲ್ಲಿ ದೂರು ದಾಖಲಿಸಲಾಗಿದೆ. bbox=[394, 1175, 621, 1390]
disabled-crowd bbox=[310, 854, 825, 954]
color-registration-bar bbox=[23, 2449, 1461, 2460]
schools-headline-bar bbox=[23, 1792, 863, 1830]
digital-text-2: ಪಡೆಯುವಿಕೆ ಎಂದು ನಿಗಮದ ಸಹಾಯಕ ಮತ್ತು ವ್ಯವಸ್ಥಾಪಕರು ತಿಳಿಸಿದರು. ಪ್ರಕರಣದ ಸಂಬಂಧ ಸಮಗ್ರ ತನಿಖೆ ನಡೆಸಲು ಸೂಚಿಸಲಾಗಿದೆ. ಅಧಿಕಾರಿಗಳ ಗಮನಕ್ಕೆ ಬಾರದಂತೆ ಲಾಗಿನ್ ಐಡಿ ಮತ್ತು ಪಾಸ್‌ವರ್ಡ್ ಬಳಸಿ ಅಕ್ರಮ ಎಸಗಿದ್ದಾರೆ. ಈ ಹಗರಣದಲ್ಲಿ ಭಾಗಿಯಾದವರ ವಿರುದ್ಧ ಕಾನೂನು ಕ್ರಮ ಕೈಗೊಳ್ಳಲಾಗುವುದು. ನವೆಂಬರ್ 5, 2024 ರಂದು, ಅವರ ಡಿಜಿಟಲ್ ಸಹಿ ಬಳಸಿ ಅನುಮೋದನೆ ನೀಡಲಾಗಿತ್ತು. ಡಿಸೆಂಬರ್ ತಿಂಗಳಲ್ಲಿ ಹಣ ಬಿಡುಗಡೆ ಮಾಡಲಾಗಿದೆ. 2024 ರಿಂದ ಜನವರಿ 26, 2024 ರವರೆಗೆ ಅಕ್ರಮವಾಗಿ ಹಣ ವರ್ಗಾವಣೆ ಆಗಿದೆ. ಆರೋಪಿಗಳು 83 ಮಂದಿ ಕುಟುಂಬಗಳಿಗೆ ಹಾಗೂ 75 ಮಂದಿ ಇತರರಿಗೆ ಹಣ ವರ್ಗಾವಣೆ ಮಾಡಿದ್ದಾರೆ. ಒಟ್ಟು 17 ಲಕ್ಷ ರೂ. ಬ್ಯಾಂಕ್ ಖಾತೆಗಳಿಗೆ ಜಮೆಯಾಗಿದೆ. ಪೊಲೀಸ್ ತನಿಖೆ ಮುಂದುವರಿದಿದೆ. bbox=[633, 1175, 863, 1407]
fertilizer-text-2: ರಸಗೊಬ್ಬರಗಳ ಅನುಪಾತವು ಜಿಲ್ಲೆಯಲ್ಲಿ 17:7:1 ಇದ್ದು, ಇದು ಸಮತೋಲನವಾಗಿಲ್ಲ. ರಸಗೊಬ್ಬರಗಳನ್ನು ಬಳಸುವಾಗ ಮಣ್ಣು ಪರೀಕ್ಷೆ ಆಧಾರದ ಮೇಲೆ ಬಳಸಬೇಕು. ಡಿಎಪಿ ರಸಗೊಬ್ಬರದ ಬದಲಾಗಿ ಸಂಯುಕ್ತ ರಸಗೊಬ್ಬರಗಳಾದ 20:20:0:13, 10:26:26, 12:32:16, 15:15:15, 17:17:17, 19:19:19 ಇತ್ಯಾದಿ ರಸಗೊಬ್ಬರಗಳನ್ನು ಬಳಸಬಹುದಾಗಿದೆ. ಇವುಗಳಲ್ಲಿ ಸಾರಜನಕ, ರಂಜಕ ಮತ್ತು ಪೊಟ್ಯಾಷ್ ಜೊತೆಗೆ ಗಂಧಕವೂ ದೊರೆಯುತ್ತದೆ. ಸಿಂಗಲ್ ಸೂಪರ್ ಫಾಸ್ಫೇಟ್ ಬಳಸುವುದರಿಂದ ರಂಜಕದ ಜೊತೆಗೆ ಕ್ಯಾಲ್ಸಿಯಂ ಮತ್ತು ಗಂಧಕ ದೊರೆಯುತ್ತದೆ. ರೈತರು ತಮ್ಮ ಸಮೀಪದ ರೈತ ಸಂಪರ್ಕ ಕೇಂದ್ರ ಅಥವಾ ಸಹಾಯಕ ಕೃಷಿ ನಿರ್ದೇಶಕರ ಕಚೇರಿಯನ್ನು ಸಂಪರ್ಕಿಸಿ ಹೆಚ್ಚಿನ ಮಾಹಿತಿ ಪಡೆಯಬಹುದು ಎಂದು ತಿಳಿಸಿದ್ದಾರೆ. bbox=[1271, 1792, 1461, 2090]
fertilizer-field-texture bbox=[1072, 1559, 1461, 1786]
footer-line-2-wrap bbox=[23, 2381, 1461, 2410]
fertilizer-banner-text: ಡಿಎಪಿ ಗೊಬ್ಬರಕ್ಕೆ ಪರ್ಯಾಯವಾಗಿ ಸಂಯುಕ್ತ ರಸಗೊಬ್ಬರ ಬಳಸಿ bbox=[969, 1519, 1367, 1542]
health-desk bbox=[1072, 1303, 1461, 1364]
health-person-1 bbox=[1117, 1190, 1170, 1303]
schools-text-1: ಬಳ್ಳಾರಿ,ಮೇ.23: ಸರ್ಕಾರಿ ಶಾಲೆಗಳನ್ನು ಉಳಿಸಿ, ಬಲಪಡಿಸಬೇಕೆಂದು ಇಂದು ಎಐಡಿಎಸ್‌ಓ ವಿದ್ಯಾರ್ಥಿ ಸಂಘಟನೆ ವತಿಯಿಂದ ಬಳ್ಳಾರಿ ನಗರದ ಎಸ್.ಪಿ ವೃತ್ತದಲ್ಲಿ ರಾಜ್ಯವ್ಯಾಪಿ ಸಹಿ ಸಂಗ್ರಹಣ ಅಭಿಯಾನ ಮಾಡಲಾಯಿತು. ಈ ಸಂದರ್ಭದಲ್ಲಿ ಎಐಡಿಎಸ್‌ಓ ರಾಜ್ಯ ಉಪಾಧ್ಯಕ್ಷ ರವಿಕಿರಣ್ ಜೆ.ಪಿ ಮಾತನಾಡಿ ರಾಜ್ಯದಲ್ಲಿ ಒಟ್ಟು 46,755 ಸರ್ಕಾರಿ ಶಾಲೆಗಳಿದ್ದು, ಅದರಲ್ಲಿ 21,255 ಶಾಲೆಗಳ ಕೊಠಡಿಗಳು ಶಿಥಿಲಗೊಂಡು ಕುಸಿಯುವ ಹಂತದಲ್ಲಿವೆ. ಇದರಲ್ಲಿ ಬಳ್ಳಾರಿಯ 171 ಶಾಲೆಗಳು ಸೇರಿವೆ. ಶಿಥಿಲಗೊಂಡ ಕೊಠಡಿಗಳಲ್ಲಿ ಮಕ್ಕಳು ಪಾಠ ಕೇಳುವಂತಾಗಿದೆ. ಈ ಕೊಠಡಿಗಳ ದುರಸ್ತಿ ಕಾರ್ಯ ಕೂಡಲೇ ಕೈಗೊಳ್ಳಬೇಕು. bbox=[23, 1854, 303, 2019]
health-rule bbox=[875, 1131, 1461, 1132]
chilli-headline-1: ಮೆಣಸಿನಕಾಯಿ ಬೆಳೆಗಾರರು, ನರ್ಸರಿ ಮಾಲೀಕರು bbox=[23, 1097, 244, 1113]
lead-text-3: ಕಳವಳಗೊಂಡು ಚಿಂತೆಗೀಡಾಗಿದ್ದಾರೆ. ಅಲ್ಲದೆ ನೀರು ಪೂರೈಕೆ ಮಾಡುವ ಸಂಪುಗಳನ್ನು (ತೊಟ್ಟಿಗಳನ್ನು) ಸ್ವಚ್ಛಗೊಳಿಸದೆ ಅಶುದ್ಧ ನೀರು ಸರಬರಾಜು ಮಾಡಲಾಗುತ್ತಿದೆ ಎಂದು ಆರೋಪಿಸಿದರು. ನಗರದಲ್ಲಿ ಒಳಚರಂಡಿ ಯೋಜನೆಗಾಗಿ ರಾಜ್ಯ ಸರ್ಕಾರ ಹಣ ಬಿಡುಗಡೆ ಮಾಡಿದೆ. ಅದನ್ನು ಸಮರ್ಪಕವಾಗಿ ಬಳಸಿಕೊಳ್ಳಬೇಕು. ನಗರದಲ್ಲಿ 7 ಕೋಟಿ ರೂ ವೆಚ್ಚದಲ್ಲಿ ಟ್ರಾಫಿಕ್ ಸಿಗ್ನಲ್ ಅಳವಡಿಸಲು ಹಣ ಮೀಸಲಿಡಲಾಗಿದ್ದು, ಇದುವರೆಗೂ ಅನುಷ್ಠಾನಗೊಂಡಿಲ್ಲ. ಮಹಾನಗರ ಪಾಲಿಕೆ ವ್ಯಾಪ್ತಿಯಲ್ಲಿ ಬೀದಿ ದೀಪಗಳ ನಿರ್ವಹಣೆ ಸರಿಯಾಗಿಲ್ಲ. ಬೀದಿ ನಾಯಿಗಳ ಹಾವಳಿ ಹೆಚ್ಚಾಗಿದೆ. ಸಾರ್ವಜನಿಕ ಉದ್ಯಾನವನಗಳು ಒತ್ತುವರಿಯಾಗಿವೆ. ಕುಡಿಯುವ ನೀರಿನ ಸಮಸ್ಯೆ ಬಗೆಹರಿಸಲು 24/7 ಕುಡಿಯುವ ನೀರಿನ ಯೋಜನೆಯನ್ನು ಶೀಘ್ರವಾಗಿ ಜಾರಿಗೆ ತರಬೇಕು. bbox=[499, 400, 726, 632]
masthead-date: ಶನಿವಾರ 24 ಮೇ 2025 bbox=[35, 17, 270, 47]
schools-text-3: ಏಐಡಿಎಸ್‌ಓ ಸಂಘಟನೆಯು ರಾಜ್ಯಾದ್ಯಂತ ಸಹಿ ಸಂಗ್ರಹ ಅಭಿಯಾನ ನಡೆಸುತ್ತಿದ್ದು, ಸಂಗ್ರಹಿಸಿದ ಸಹಿಗಳನ್ನು ಮುಖ್ಯಮಂತ್ರಿಗಳಿಗೆ ಸಲ್ಲಿಸಲಾಗುವುದು ಎಂದರು. ಈ ಸಂದರ್ಭದಲ್ಲಿ ಜಿಲ್ಲಾ ಅಧ್ಯಕ್ಷರಾದ ಕೋಟೇಶ್, ಜಿಲ್ಲಾ ಕಾರ್ಯದರ್ಶಿ ಎಂ.ಶಾಂತಿ, ಉಮಾ ಹಾಗೂ ಕಾರ್ಯಕರ್ತರು ಪಾಲ್ಗೊಂಡಿದ್ದರು. bbox=[592, 2087, 863, 2168]
lead-headline bbox=[23, 68, 1461, 167]
fertilizer-headline: ರೈತರಿಗೆ ಕೃಷಿ ಇಲಾಖೆ ಜಂಟಿ ನಿರ್ದೇಶಕ ಶರಣಪ್ಪ ಮುದಗಲ್ ಸಲಹೆ bbox=[960, 1476, 1376, 1499]
